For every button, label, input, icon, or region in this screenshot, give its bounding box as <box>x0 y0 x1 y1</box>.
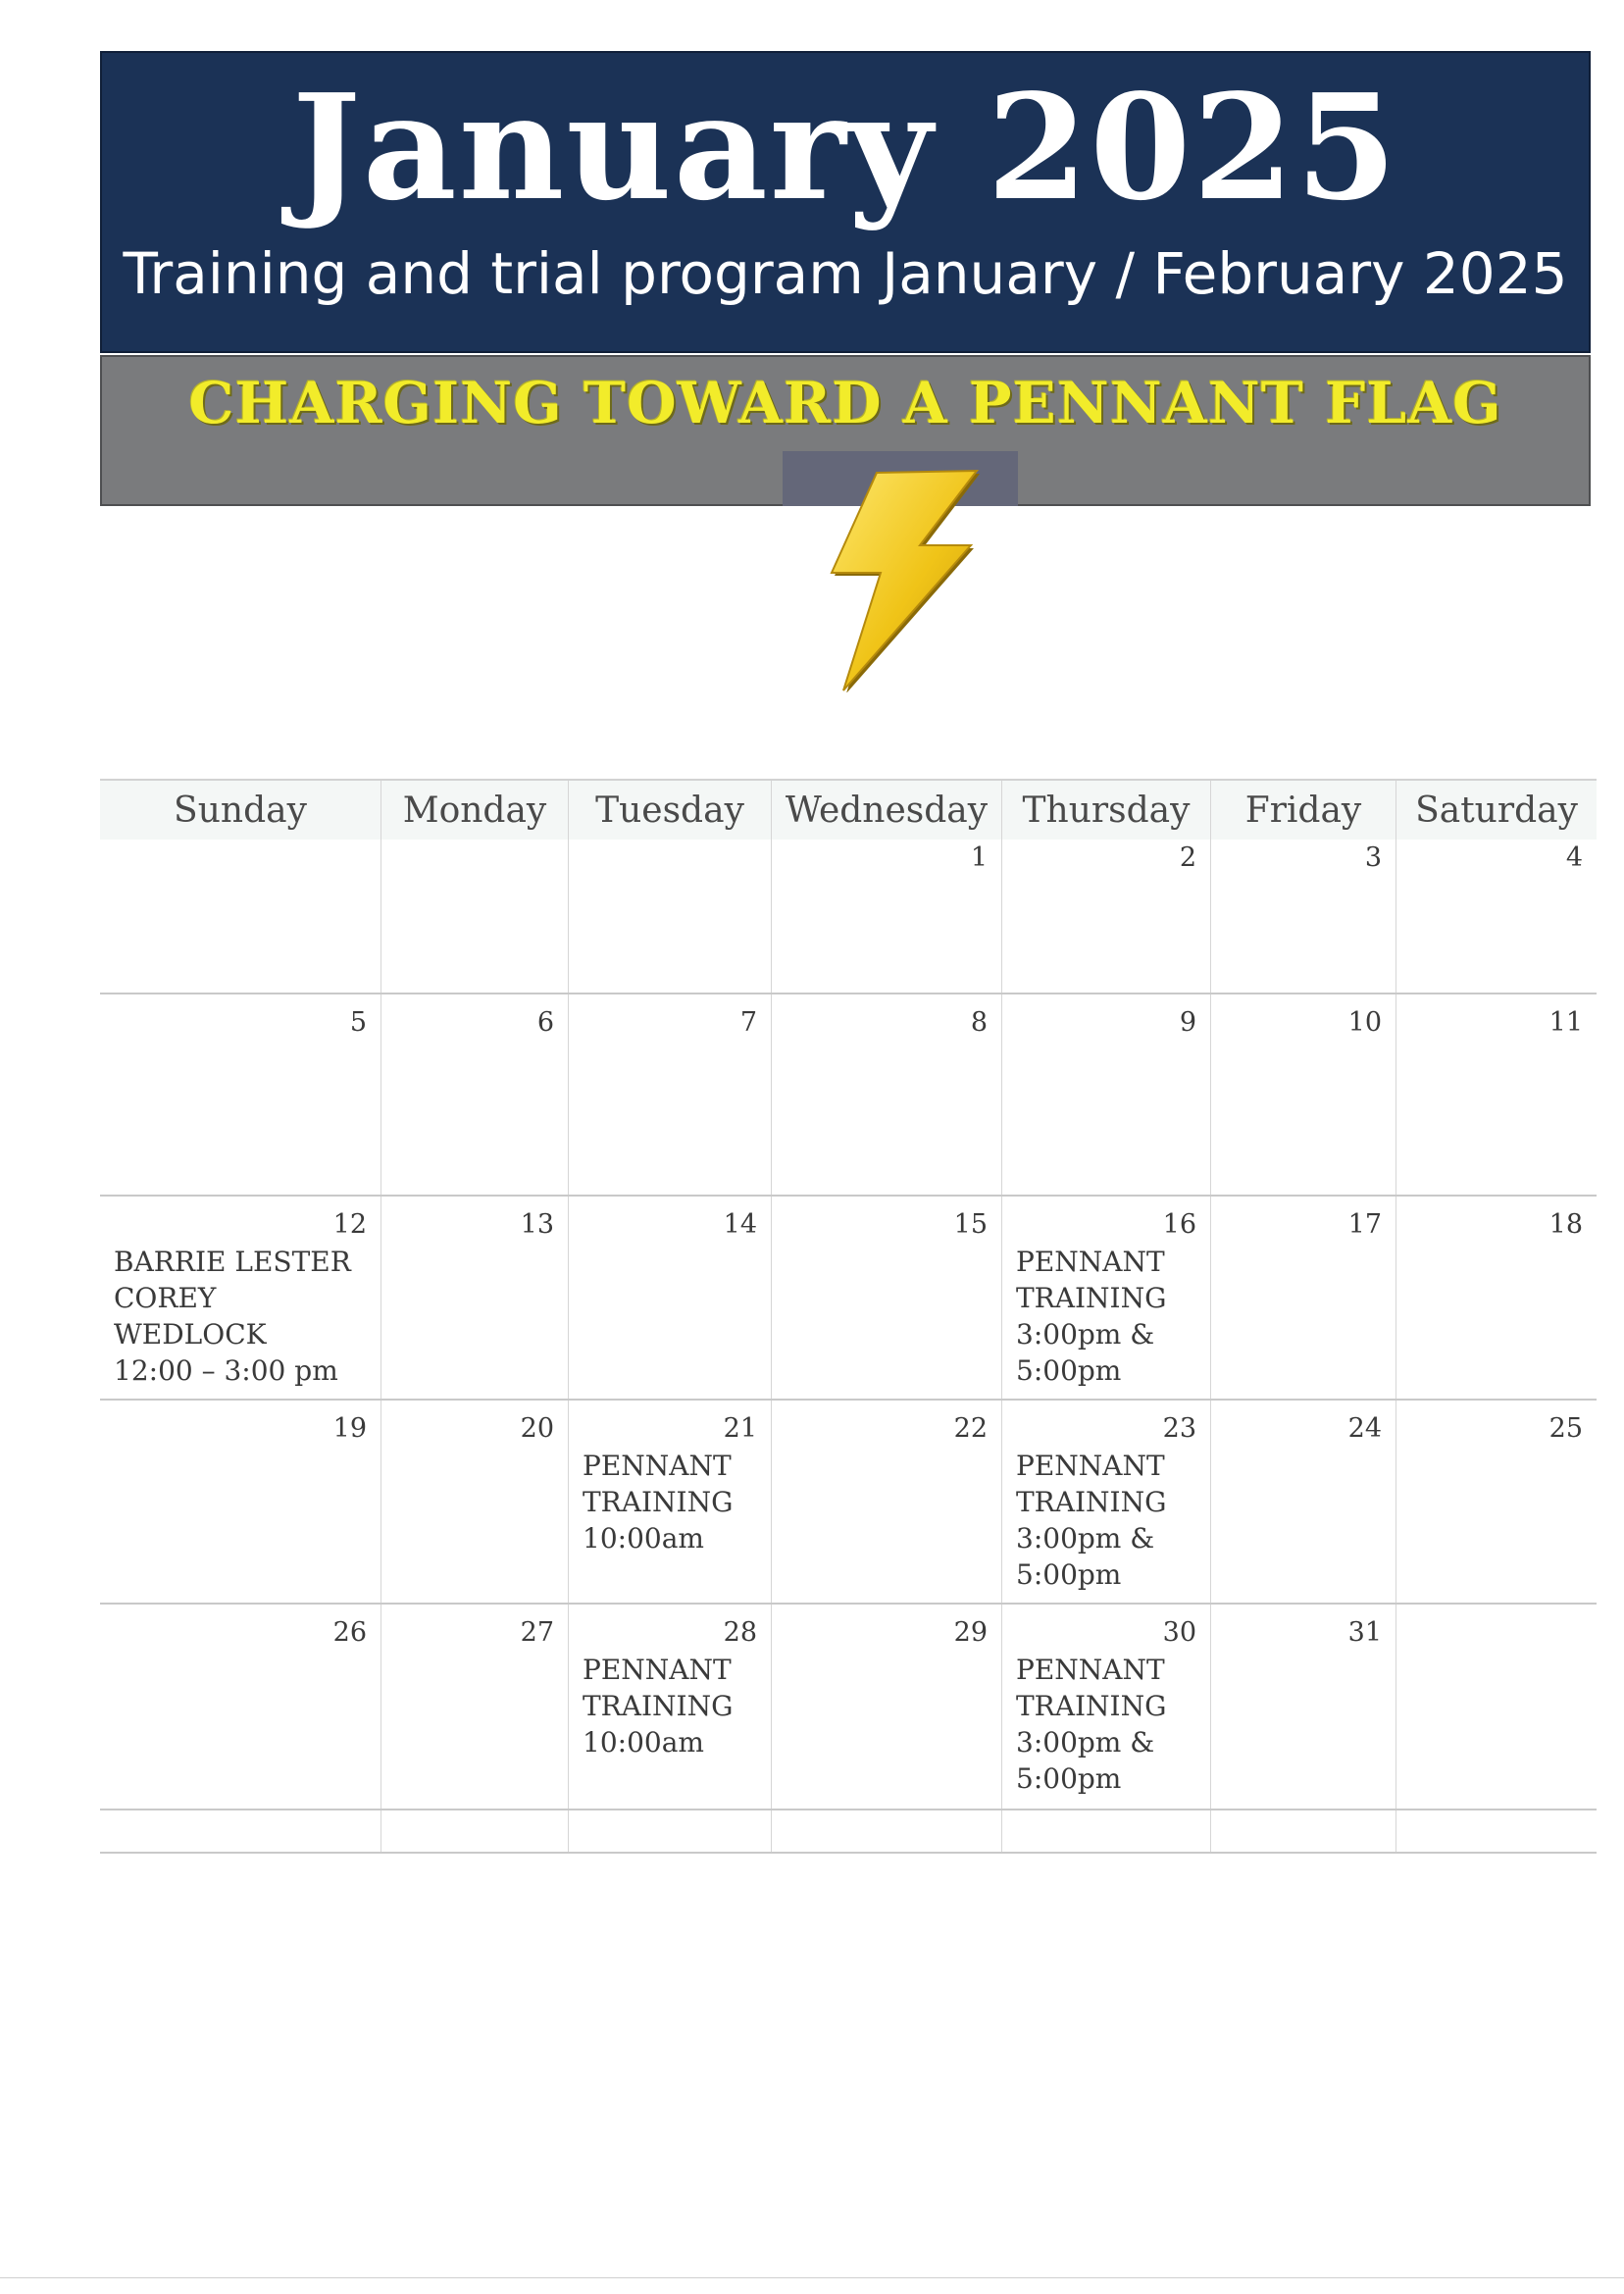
page-title: January 2025 <box>291 62 1399 232</box>
day-cell <box>381 840 569 994</box>
day-number: 19 <box>332 1413 367 1444</box>
day-cell <box>100 1196 381 1400</box>
day-number: 26 <box>332 1617 367 1648</box>
day-cell <box>1396 1400 1598 1604</box>
day-number <box>114 840 367 877</box>
day-number: 15 <box>953 1209 988 1240</box>
day-cell <box>1211 1196 1396 1400</box>
week-row-3 <box>100 1196 1597 1400</box>
day-cell <box>100 1400 381 1604</box>
week-row-5 <box>100 1604 1597 1810</box>
day-cell <box>772 840 1002 994</box>
day-cell <box>772 994 1002 1196</box>
day-number <box>395 840 554 877</box>
day-number: 7 <box>739 1007 757 1038</box>
day-number: 14 <box>723 1209 757 1240</box>
day-cell <box>100 1810 381 1853</box>
day-number <box>1410 1614 1583 1652</box>
day-event: PENNANT TRAINING 3:00pm & 5:00pm <box>1016 1654 1167 1795</box>
day-cell <box>100 840 381 994</box>
page-bottom-rule <box>0 2277 1624 2278</box>
week-row-2 <box>100 994 1597 1196</box>
week-row-4 <box>100 1400 1597 1604</box>
day-number: 18 <box>1548 1209 1583 1240</box>
day-number: 4 <box>1565 842 1583 873</box>
day-cell <box>100 1604 381 1810</box>
day-cell <box>772 1604 1002 1810</box>
weekday-thursday: Thursday <box>1002 780 1211 840</box>
day-number: 20 <box>520 1413 554 1444</box>
day-cell <box>1211 994 1396 1196</box>
day-cell <box>1396 1810 1598 1853</box>
day-cell <box>772 1400 1002 1604</box>
day-number: 12 <box>332 1209 367 1240</box>
day-number: 23 <box>1162 1413 1196 1444</box>
day-number: 13 <box>520 1209 554 1240</box>
day-cell <box>1002 1604 1211 1810</box>
day-cell <box>569 840 772 994</box>
day-number: 29 <box>953 1617 988 1648</box>
day-number: 24 <box>1347 1413 1382 1444</box>
day-number: 10 <box>1347 1007 1382 1038</box>
month-calendar <box>100 779 1597 1854</box>
day-number: 30 <box>1162 1617 1196 1648</box>
day-cell <box>1396 1196 1598 1400</box>
day-event: PENNANT TRAINING 3:00pm & 5:00pm <box>1016 1450 1167 1591</box>
weekday-wednesday: Wednesday <box>772 780 1002 840</box>
day-cell <box>1002 840 1211 994</box>
day-number: 8 <box>970 1007 988 1038</box>
weekday-saturday: Saturday <box>1396 780 1598 840</box>
day-event: PENNANT TRAINING 3:00pm & 5:00pm <box>1016 1246 1167 1387</box>
day-cell <box>381 1196 569 1400</box>
day-number: 25 <box>1548 1413 1583 1444</box>
day-event: PENNANT TRAINING 10:00am <box>583 1654 734 1759</box>
day-cell <box>381 1810 569 1853</box>
day-cell <box>569 1400 772 1604</box>
day-cell <box>1211 1400 1396 1604</box>
day-number: 16 <box>1162 1209 1196 1240</box>
weekday-header-row <box>100 780 1597 840</box>
day-number: 9 <box>1179 1007 1196 1038</box>
day-cell <box>569 1604 772 1810</box>
day-cell <box>1002 994 1211 1196</box>
day-cell <box>1211 1810 1396 1853</box>
week-row-1 <box>100 840 1597 994</box>
day-cell <box>1002 1810 1211 1853</box>
day-event: BARRIE LESTER COREY WEDLOCK 12:00 – 3:00 pm <box>114 1246 351 1387</box>
day-number: 17 <box>1347 1209 1382 1240</box>
day-cell <box>1396 994 1598 1196</box>
day-cell <box>1002 1196 1211 1400</box>
day-number <box>583 840 757 877</box>
day-cell <box>1211 1604 1396 1810</box>
weekday-tuesday: Tuesday <box>569 780 772 840</box>
page-subtitle: Training and trial program January / February 2025 <box>123 240 1568 307</box>
day-event: PENNANT TRAINING 10:00am <box>583 1450 734 1555</box>
lightning-bolt-icon <box>824 467 981 692</box>
weekday-sunday: Sunday <box>100 780 381 840</box>
day-cell <box>569 1196 772 1400</box>
weekday-monday: Monday <box>381 780 569 840</box>
day-number: 2 <box>1179 842 1196 873</box>
day-cell <box>569 994 772 1196</box>
day-cell <box>381 994 569 1196</box>
day-number: 6 <box>536 1007 554 1038</box>
day-cell <box>772 1810 1002 1853</box>
day-cell <box>381 1604 569 1810</box>
day-number: 22 <box>953 1413 988 1444</box>
day-cell <box>1002 1400 1211 1604</box>
day-number: 27 <box>520 1617 554 1648</box>
title-banner <box>100 51 1591 353</box>
day-cell <box>100 994 381 1196</box>
week-row-empty <box>100 1810 1597 1853</box>
day-number: 1 <box>970 842 988 873</box>
day-number: 31 <box>1347 1617 1382 1648</box>
day-number: 5 <box>349 1007 367 1038</box>
weekday-friday: Friday <box>1211 780 1396 840</box>
day-number: 11 <box>1548 1007 1583 1038</box>
day-number: 3 <box>1364 842 1382 873</box>
day-cell <box>569 1810 772 1853</box>
tagline: CHARGING TOWARD A PENNANT FLAG <box>188 370 1502 436</box>
day-number: 21 <box>723 1413 757 1444</box>
day-number: 28 <box>723 1617 757 1648</box>
day-cell <box>1211 840 1396 994</box>
day-cell <box>772 1196 1002 1400</box>
day-cell <box>1396 840 1598 994</box>
day-cell <box>381 1400 569 1604</box>
day-cell <box>1396 1604 1598 1810</box>
